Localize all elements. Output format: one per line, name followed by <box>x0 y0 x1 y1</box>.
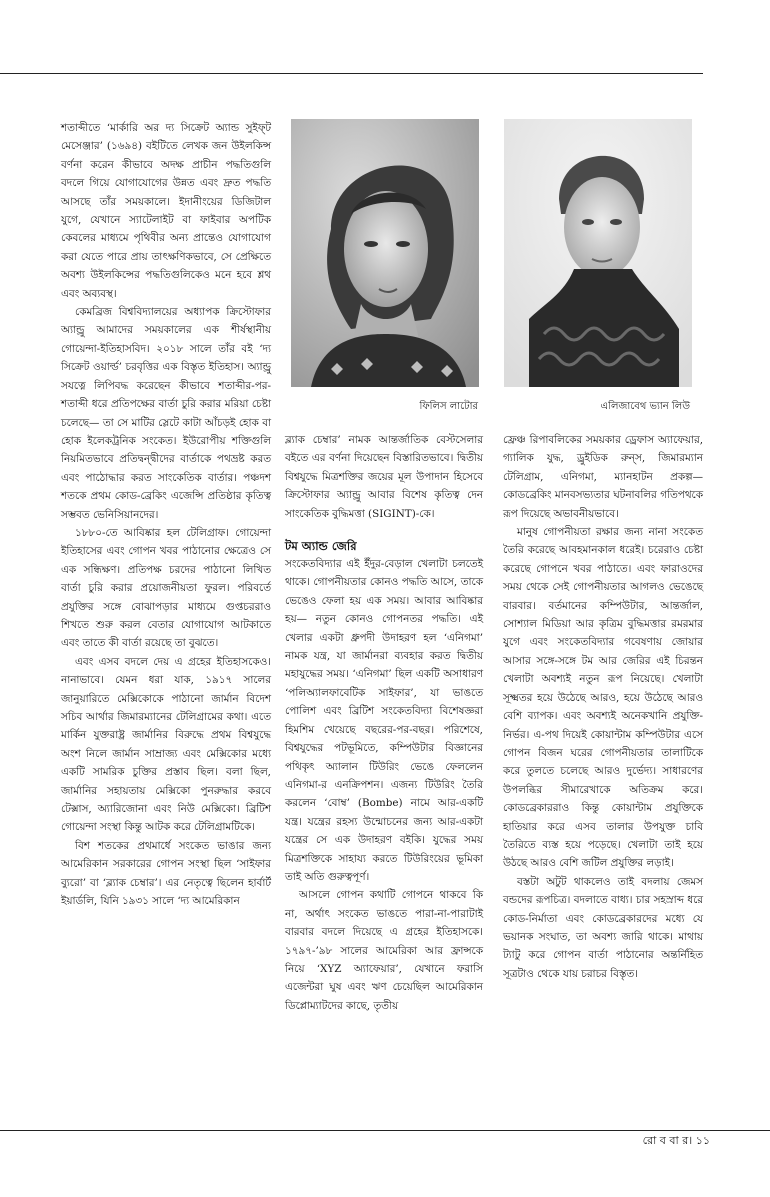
photo-caption-elizabeth: এলিজাবেথ ভ্যান লিউ <box>600 401 690 412</box>
section-heading: টম অ্যান্ড জেরি <box>285 539 357 554</box>
article-column-2 <box>285 431 483 1015</box>
portrait-photo-elizabeth-van-lew <box>504 119 692 387</box>
paragraph: ফ্রেঞ্চ রিপাবলিকের সময়কার ড্রেফাস অ্যাফেয়ার, গ্যালিক যুদ্ধ, ড্রুইডিক রুন্‌স, জিমারম্যান টেলিগ্রাম, এনিগমা, ম্যানহাটন প্রকল্প— কোডব্রেকিং মানবসভ্যতার ঘটনাবলির গতিপথকে রূপ দিয়েছে অভাবনীয়ভাবে। <box>503 434 703 520</box>
paragraph: বিশ শতকের প্রথমার্ধে সংকেত ভাঙার জন্য আমেরিকান সরকারের গোপন সংস্থা ছিল ‘সাইফার ব্যুরো’ বা ‘ব্ল্যাক চেম্বার’। এর নেতৃত্বে ছিলেন হার্বার্ট ইয়ার্ডলি, যিনি ১৯৩১ সালে ‘দ্য আমেরিকান <box>61 839 271 908</box>
paragraph: আসলে গোপন কথাটি গোপনে থাকবে কি না, অর্থাৎ সংকেত ভাঙতে পারা-না-পারাটাই বারবার বদলে দিয়েছে এ গ্রহের ইতিহাসকে। ১৭৯৭-’৯৮ সালের আমেরিকা আর ফ্রান্সকে নিয়ে ‘XYZ অ্যাফেয়ার’, যেখানে ফরাসি এজেন্টরা ঘুষ এবং ঋণ চেয়েছিল আমেরিকান ডিপ্লোম্যাটদের কাছে, তৃতীয় <box>285 889 483 1012</box>
paragraph: ব্ল্যাক চেম্বার’ নামক আন্তর্জাতিক বেস্টসেলার বইতে এর বর্ণনা দিয়েছেন বিস্তারিতভাবে। দ্বিতীয় বিশ্বযুদ্ধে মিত্রশক্তির জয়ের মূল উপাদান হিসেবে ক্রিস্টোফার অ্যান্ড্রু আবার বিশেষ কৃতিত্ব দেন সাংকেতিক বুদ্ধিমত্তা (SIGINT)-কে। <box>285 434 483 520</box>
article-column-1 <box>61 119 271 910</box>
portrait-phyllis-image <box>291 119 479 387</box>
paragraph: বস্তটা অটুট থাকলেও তাই বদলায় জেমস বন্ডদের রূপচিত্র। বদলাতে বাধ্য। চার সহস্রাব্দ ধরে কোড-নির্মাতা এবং কোডব্রেকারদের মধ্যে যে ভয়ানক সংঘাত, তা অবশ্য জারি থাকে। মাথায় ট্যাটু করে গোপন বার্তা পাঠানোর অন্তর্নিহিত সূত্রটাও থেকে যায় চরাচর বিস্তৃত। <box>503 875 703 980</box>
paragraph: মানুষ গোপনীয়তা রক্ষার জন্য নানা সংকেত তৈরি করেছে আবহমানকাল ধরেই। চরেরাও চেষ্টা করেছে গোপনে খবর পাঠাতে। এবং ফারাওদের সময় থেকে সেই গোপনীয়তার আগলও ভেঙেছে বারবার। বর্তমানের কম্পিউটার, আন্তর্জাল, সোশ্যাল মিডিয়া আর কৃত্রিম বুদ্ধিমত্তার রমরমার যুগে এবং সংকেতবিদ্যার গবেষণায় জোয়ার আসার সঙ্গে-সঙ্গে টম আর জেরির এই চিরন্তন খেলাটা অবশ্যই নতুন রূপ নিয়েছে। খেলাটা সূক্ষ্মতর হয়ে উঠেছে আরও, হয়ে উঠেছে আরও বেশি ব্যাপক। এবং অবশ্যই অনেকখানি প্রযুক্তি-নির্ভর। এ-পথ দিয়েই কোয়ান্টাম কম্পিউটার এসে গোপন বিজন ঘরের গোপনীয়তার তালাটিকে করে তুলতে চলেছে আরও দুর্ভেদ্য। সাধারণের উপলব্ধির সীমারেখাকে অতিক্রম করে। কোডব্রেকাররাও কিন্তু কোয়ান্টাম প্রযুক্তিকে হাতিয়ার করে এসব তালার উপযুক্ত চাবি তৈরিতে ব্যস্ত হয়ে পড়েছে। খেলাটা তাই হয়ে উঠছে আরও বেশি জটিল প্রযুক্তির লড়াই। <box>503 526 703 870</box>
bottom-rule <box>0 1130 770 1131</box>
paragraph: ১৮৮০-তে আবিষ্কার হল টেলিগ্রাফ। গোয়েন্দা ইতিহাসের এবং গোপন খবর পাঠানোর ক্ষেত্রেও সে এক সন্ধিক্ষণ। প্রতিপক্ষ চরদের পাঠানো লিখিত বার্তা চুরি করার প্রয়োজনীয়তা ফুরল। পরিবর্তে প্রযুক্তির সঙ্গে বোঝাপড়ার মাধ্যমে গুপ্তচররাও শিখতে শুরু করল বেতার যোগাযোগ আটকাতে এবং তাতে কী বার্তা রয়েছে তা বুঝতে। <box>61 526 271 650</box>
article-column-3 <box>503 431 703 983</box>
paragraph: শতাব্দীতে ‘মার্কারি অর দ্য সিক্রেট অ্যান্ড সুইফ্‌ট মেসেঞ্জার’ (১৬৯৪) বইটিতে লেখক জন উইলকিন্স বর্ণনা করেন কীভাবে অদক্ষ প্রাচীন পদ্ধতিগুলি বদলে গিয়ে যোগাযোগের উন্নত এবং দ্রুত পদ্ধতি আসছে তাঁর সময়কালে। ইদানীংয়ের ডিজিটাল যুগে, যেখানে স্যাটেলাইট বা ফাইবার অপটিক কেবলের মাধ্যমে পৃথিবীর অন্য প্রান্তেও যোগাযোগ করা যেতে পারে প্রায় তাৎক্ষণিকভাবে, সে প্রেক্ষিতে অবশ্য উইলকিন্সের পদ্ধতিগুলিকেও মনে হবে শ্লথ এবং অব্যবস্থ। <box>61 122 271 300</box>
portrait-elizabeth-image <box>504 119 692 387</box>
paragraph: কেমব্রিজ বিশ্ববিদ্যালয়ের অধ্যাপক ক্রিস্টোফার অ্যান্ড্রু আমাদের সময়কালের এক শীর্ষস্থানীয় গোয়েন্দা-ইতিহাসবিদ। ২০১৮ সালে তাঁর বই ‘দ্য সিক্রেট ওয়ার্ল্ড’ চরবৃত্তির এক বিস্তৃত ইতিহাস। অ্যান্ড্রু সযত্নে লিপিবদ্ধ করেছেন কীভাবে শতাব্দীর-পর-শতাব্দী ধরে প্রতিপক্ষের বার্তা চুরি করার মরিয়া চেষ্টা চলেছে— তা সে মাটির স্লেটে কাটা আঁচড়ই হোক বা হোক ইলেকট্রনিক সংকেত। ইউরোপীয় শক্তিগুলি নিয়মিতভাবে প্রতিদ্বন্দ্বীদের বার্তাকে পথভ্রষ্ট করত এবং পাঠোদ্ধার করত সাংকেতিক বার্তার। পঞ্চদশ শতকে প্রথম কোড-ব্রেকিং এজেন্সি প্রতিষ্ঠার কৃতিত্ব সম্ভবত ভেনিসিয়ানদের। <box>61 306 271 521</box>
page-number: রো ব বা র। ১১ <box>642 1134 710 1147</box>
portrait-photo-phyllis-latour <box>291 119 479 387</box>
top-rule <box>0 73 703 74</box>
photo-caption-phyllis: ফিলিস লাটোর <box>419 401 478 412</box>
paragraph: এবং এসব বদলে দেয় এ গ্রহের ইতিহাসকেও। নানাভাবে। যেমন ধরা যাক, ১৯১৭ সালের জানুয়ারিতে মেক্সিকোকে পাঠানো জার্মান বিদেশ সচিব আর্থার জিমারম্যানের টেলিগ্রামের কথা। এতে মার্কিন যুক্তরাষ্ট্র জার্মানির বিরুদ্ধে প্রথম বিশ্বযুদ্ধে অংশ নিলে জার্মান সাম্রাজ্য এবং মেক্সিকোর মধ্যে একটি সামরিক চুক্তির প্রস্তাব ছিল। বলা ছিল, জার্মানির সহায়তায় মেক্সিকো পুনরুদ্ধার করবে টেক্সাস, অ্যারিজোনা এবং নিউ মেক্সিকো। ব্রিটিশ গোয়েন্দা সংস্থা কিন্তু আটক করে টেলিগ্রামটিকে। <box>61 655 271 834</box>
paragraph: সংকেতবিদ্যার এই ইঁদুর-বেড়াল খেলাটা চলতেই থাকে। গোপনীয়তার কোনও পদ্ধতি আসে, তাকে ভেঙেও ফেলা হয় এক সময়। আবার আবিষ্কার হয়— নতুন কোনও গোপনতর পদ্ধতি। এই খেলার একটা ধ্রুপদী উদাহরণ হল ‘এনিগমা’ নামক যন্ত্র, যা জার্মানরা ব্যবহার করত দ্বিতীয় মহাযুদ্ধের সময়। ‘এনিগমা’ ছিল একটি অসাধারণ ‘পলিঅ্যালফাবেটিক সাইফার’, যা ভাঙতে পোলিশ এবং ব্রিটিশ সংকেতবিদ্যা বিশেষজ্ঞরা হিমশিম খেয়েছে বছরের-পর-বছর। পরিশেষে, বিশ্বযুদ্ধের পটভূমিতে, কম্পিউটার বিজ্ঞানের পথিকৃৎ অ্যালান টিউরিং ভেঙে ফেললেন এনিগমা-র এনক্রিপশন। এজন্য টিউরিং তৈরি করলেন ‘বোম্ব’ (Bombe) নামে আর-একটি যন্ত্র। যন্ত্রের রহস্য উন্মোচনের জন্য আর-একটা যন্ত্রের সে এক উদাহরণ বইকি। যুদ্ধের সময় মিত্রশক্তিকে সাহায্য করতে টিউরিংয়ের ভূমিকা তাই অতি গুরুত্বপূর্ণ। <box>285 558 483 883</box>
